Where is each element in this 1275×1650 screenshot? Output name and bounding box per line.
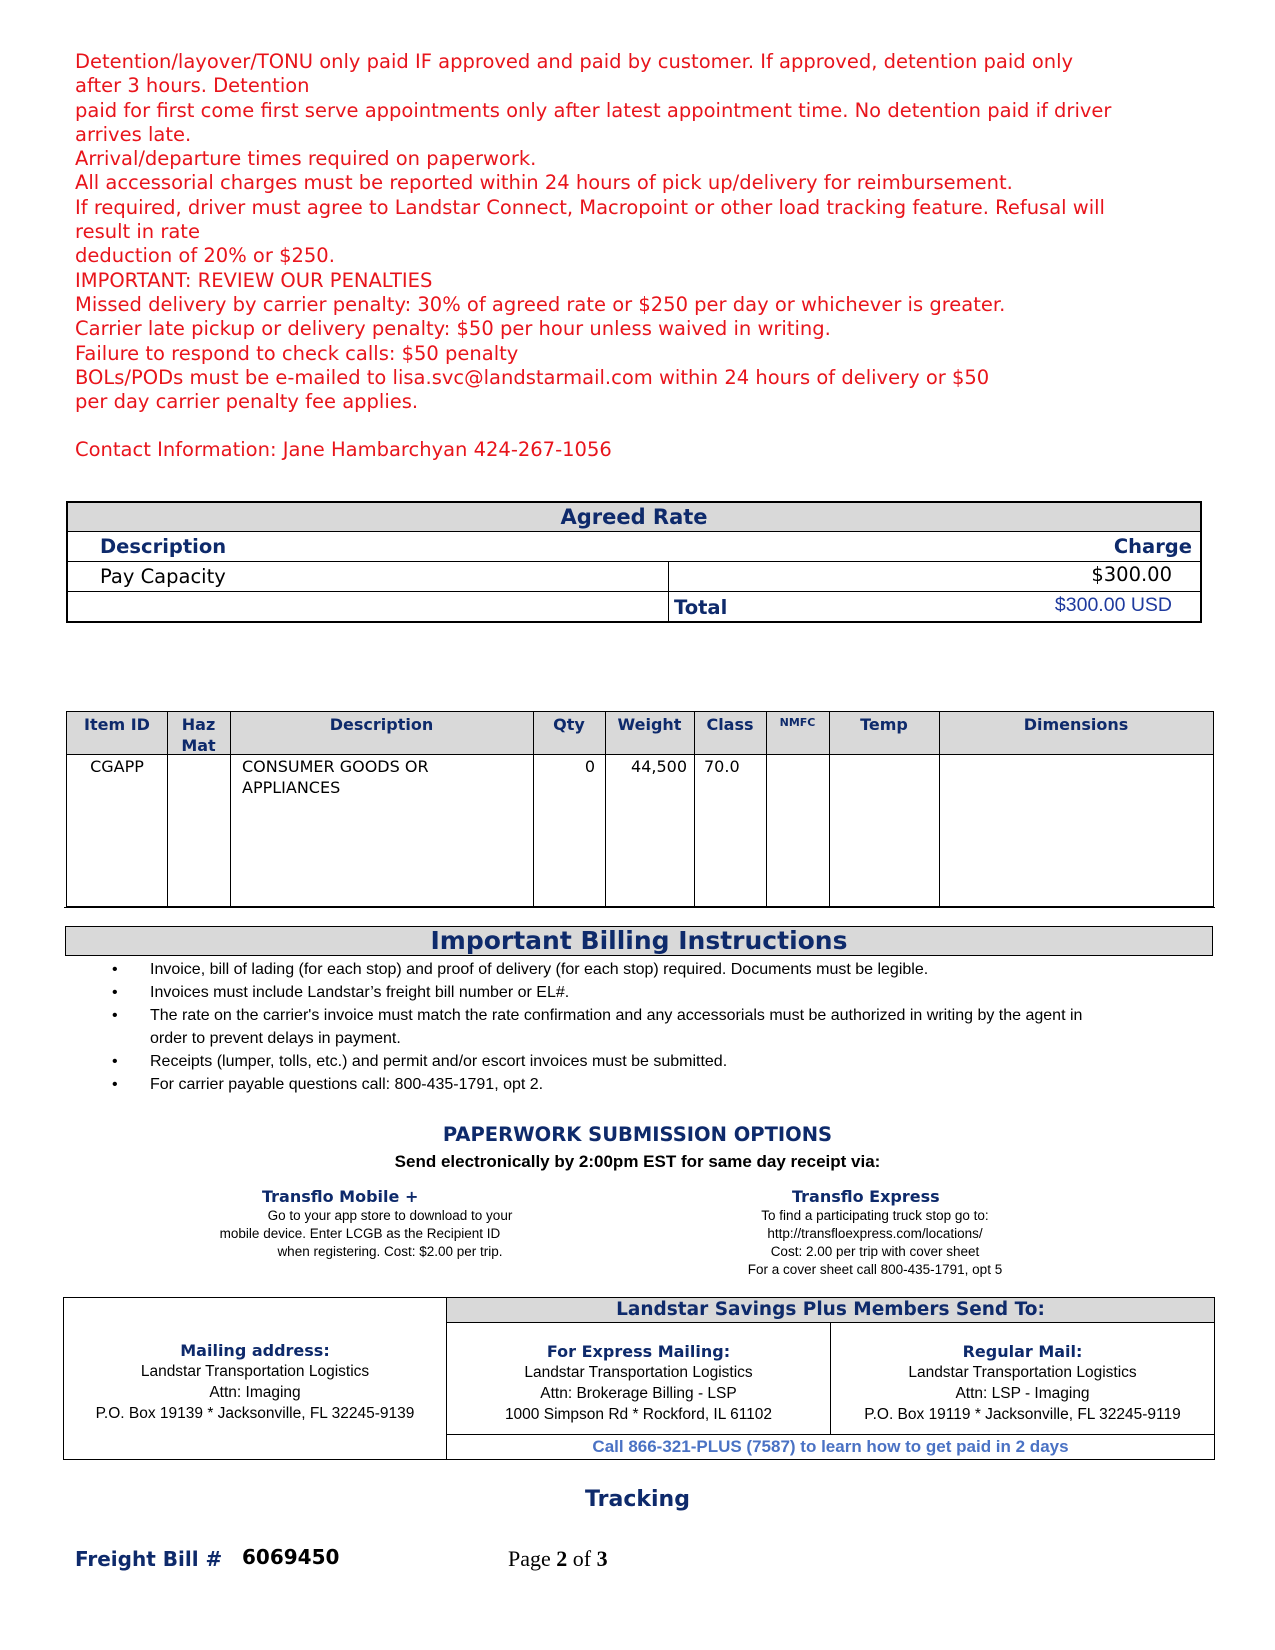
billing-instructions-title: Important Billing Instructions <box>65 926 1213 956</box>
terms-line: deduction of 20% or $250. <box>75 244 335 268</box>
rate-line-charge: $300.00 <box>1091 563 1172 586</box>
freight-bill-label: Freight Bill # <box>75 1547 223 1571</box>
agreed-rate-title: Agreed Rate <box>68 503 1200 532</box>
description-header: Description <box>100 535 227 558</box>
weight-cell: 44,500 <box>631 757 687 776</box>
freight-bill-number: 6069450 <box>242 1545 340 1569</box>
paperwork-title: PAPERWORK SUBMISSION OPTIONS <box>442 1123 833 1146</box>
mailing-addresses-box <box>63 1297 1215 1460</box>
billing-instructions-list <box>108 958 1168 1096</box>
nmfc-header: NMFC <box>779 716 816 729</box>
transflo-express-title: Transflo Express <box>792 1187 940 1206</box>
terms-line: Carrier late pickup or delivery penalty: $50 per hour unless waived in writing. <box>75 317 831 341</box>
dimensions-header: Dimensions <box>1023 715 1129 734</box>
list-item: • Invoice, bill of lading (for each stop) and proof of delivery (for each stop) required. Documents must be legible. <box>112 961 929 978</box>
description-col-header: Description <box>329 715 434 734</box>
terms-line: result in rate <box>75 220 200 244</box>
terms-line: paid for first come first serve appointments only after latest appointment time. No detention paid if driver <box>75 98 1112 122</box>
terms-line: If required, driver must agree to Landstar Connect, Macropoint or other load tracking feature. Refusal will <box>75 195 1105 219</box>
list-item: • For carrier payable questions call: 800-435-1791, opt 2. <box>112 1076 544 1093</box>
terms-line: Missed delivery by carrier penalty: 30% of agreed rate or $250 per day or whichever is greater. <box>75 292 1006 316</box>
terms-line: BOLs/PODs must be e-mailed to lisa.svc@landstarmail.com within 24 hours of delivery or $50 <box>75 365 990 389</box>
list-item: • Invoices must include Landstar’s freight bill number or EL#. <box>112 984 570 1001</box>
rate-line-description: Pay Capacity <box>100 565 226 588</box>
regular-mail-block: Regular Mail: Landstar Transportation Logistics Attn: LSP - Imaging P.O. Box 19119 * Jacksonville, FL 32245-9119 <box>831 1341 1214 1425</box>
haz-header-line1: Haz <box>181 715 216 734</box>
list-item-continuation: order to prevent delays in payment. <box>150 1030 401 1047</box>
qty-cell: 0 <box>584 757 595 776</box>
page-number: Page 2 of 3 <box>508 1546 608 1571</box>
terms-line: after 3 hours. Detention <box>75 74 310 98</box>
terms-line: Detention/layover/TONU only paid IF approved and paid by customer. If approved, detention paid only <box>75 50 1074 73</box>
weight-header: Weight <box>617 715 682 734</box>
haz-header-line2: Mat <box>181 736 216 755</box>
item-id-header: Item ID <box>84 715 150 734</box>
rate-line-row <box>68 562 1200 592</box>
temp-header: Temp <box>860 715 908 734</box>
mailing-address-block: Mailing address: Landstar Transportation Logistics Attn: Imaging P.O. Box 19139 * Jacksonville, FL 32245-9139 <box>64 1340 446 1424</box>
transflo-express-text: To find a participating truck stop go to: http://transfloexpress.com/locations/ Cost: 2.00 per trip with cover sheet For a cover sheet call 800-435-1791, opt 5 <box>747 1208 1003 1277</box>
rate-total-row <box>68 592 1200 621</box>
item-id-cell: CGAPP <box>90 757 144 776</box>
transflo-mobile-title: Transflo Mobile + <box>262 1187 419 1206</box>
charge-header: Charge <box>1113 535 1192 558</box>
express-mailing-title: For Express Mailing: <box>546 1342 731 1361</box>
list-item: • The rate on the carrier's invoice must match the rate confirmation and any accessorials must be authorized in writing by the agent in <box>112 1007 1083 1024</box>
regular-mail-title: Regular Mail: <box>962 1342 1083 1361</box>
qty-header: Qty <box>553 715 585 734</box>
list-item: • Receipts (lumper, tolls, etc.) and permit and/or escort invoices must be submitted. <box>112 1053 728 1070</box>
paperwork-subtitle: Send electronically by 2:00pm EST for same day receipt via: <box>394 1152 881 1171</box>
terms-line: IMPORTANT: REVIEW OUR PENALTIES <box>75 268 433 292</box>
transflo-mobile-text: Go to your app store to download to your mobile device. Enter LCGB as the Recipient ID when registering. Cost: $2.00 per trip. <box>219 1208 513 1259</box>
item-description-line2: APPLIANCES <box>242 778 341 797</box>
haz-mat-header <box>167 714 230 756</box>
contact-info: Contact Information: Jane Hambarchyan 424-267-1056 <box>75 438 612 462</box>
terms-line: per day carrier penalty fee applies. <box>75 390 419 414</box>
mailing-address-title: Mailing address: <box>180 1341 330 1360</box>
terms-line: Failure to respond to check calls: $50 penalty <box>75 341 519 365</box>
class-header: Class <box>706 715 754 734</box>
items-table <box>66 711 1214 907</box>
lsp-members-header: Landstar Savings Plus Members Send To: <box>447 1298 1214 1323</box>
terms-line: Arrival/departure times required on paperwork. <box>75 147 537 171</box>
total-value: $300.00 USD <box>1054 594 1172 616</box>
class-cell: 70.0 <box>704 757 740 776</box>
terms-and-penalties <box>75 50 1205 463</box>
total-label: Total <box>674 596 728 619</box>
agreed-rate-table <box>66 501 1202 623</box>
item-description-line1: CONSUMER GOODS OR <box>242 757 429 776</box>
terms-line: All accessorial charges must be reported within 24 hours of pick up/delivery for reimbursement. <box>75 171 1013 195</box>
item-description-cell <box>242 756 532 798</box>
tracking-heading: Tracking <box>585 1487 690 1512</box>
agreed-rate-header-row <box>68 532 1200 562</box>
terms-line: arrives late. <box>75 122 192 146</box>
express-mailing-block: For Express Mailing: Landstar Transportation Logistics Attn: Brokerage Billing - LSP 1000 Simpson Rd * Rockford, IL 61102 <box>447 1341 830 1425</box>
lsp-call-line: Call 866-321-PLUS (7587) to learn how to get paid in 2 days <box>592 1437 1069 1456</box>
